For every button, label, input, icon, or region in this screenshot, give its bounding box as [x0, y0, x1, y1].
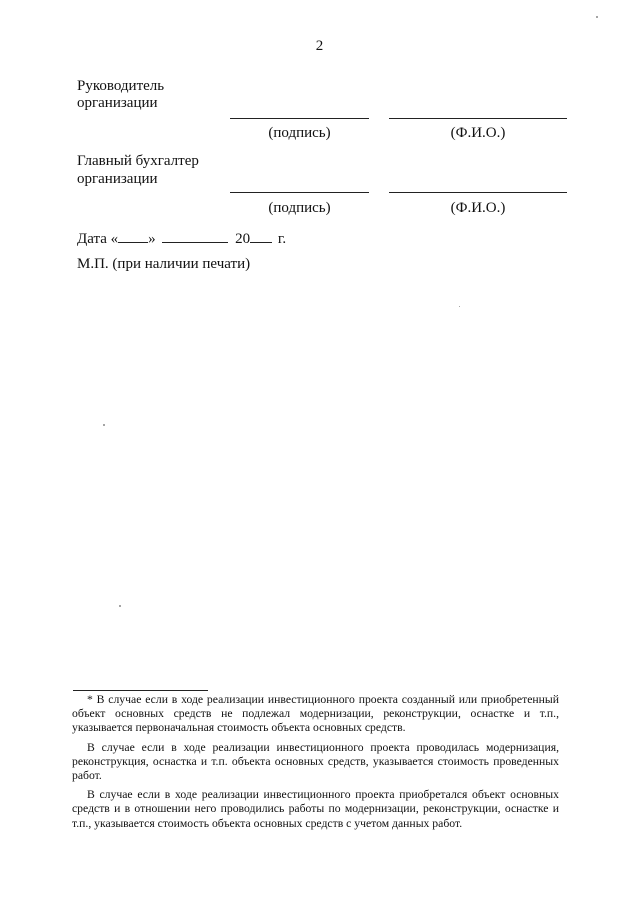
head-role-line2: организации	[77, 95, 158, 111]
accountant-name-caption: (Ф.И.О.)	[450, 200, 506, 216]
accountant-role-line2: организации	[77, 171, 158, 187]
date-line	[77, 228, 286, 248]
accountant-signature-caption: (подпись)	[268, 200, 331, 216]
footnote-divider	[73, 690, 208, 691]
head-name-line	[389, 118, 567, 119]
date-label: Дата «	[77, 231, 119, 247]
stamp-note: М.П. (при наличии печати)	[77, 256, 251, 272]
footnotes	[72, 693, 559, 836]
footnote-1: * В случае если в ходе реализации инвестиционного проекта созданный или приобретенный объект основных средств не подлежал модернизации, реконструкции, оснастке и т.п., указывается первоначальная стоимость объекта основных средств.	[72, 693, 559, 735]
scan-speck	[103, 424, 105, 426]
date-year-suffix: г.	[277, 231, 287, 247]
accountant-role-line1: Главный бухгалтер	[77, 153, 199, 169]
head-name-caption: (Ф.И.О.)	[450, 125, 506, 141]
date-day-blank	[118, 228, 148, 243]
scan-speck	[119, 605, 121, 607]
page-number: 2	[315, 38, 324, 54]
date-close-quote: »	[148, 231, 156, 247]
footnote-3: В случае если в ходе реализации инвестиционного проекта приобретался объект основных средств и в отношении него проводились работы по модернизации, реконструкции, оснастке и т.п., указывается стоимость объекта основных средств с учетом данных работ.	[72, 788, 559, 830]
date-year-blank	[250, 228, 272, 243]
scan-speck	[596, 16, 598, 18]
date-month-blank	[162, 228, 228, 243]
head-role-line1: Руководитель	[77, 78, 165, 94]
footnote-2: В случае если в ходе реализации инвестиционного проекта проводилась модернизация, реконструкция, оснастка и т.п. объекта основных средств, указывается стоимость проведенных работ.	[72, 740, 559, 783]
accountant-name-line	[389, 192, 567, 193]
head-signature-caption: (подпись)	[268, 125, 331, 141]
scan-speck	[459, 306, 460, 307]
date-year-prefix: 20	[235, 231, 251, 247]
accountant-signature-line	[230, 192, 369, 193]
head-signature-line	[230, 118, 369, 119]
